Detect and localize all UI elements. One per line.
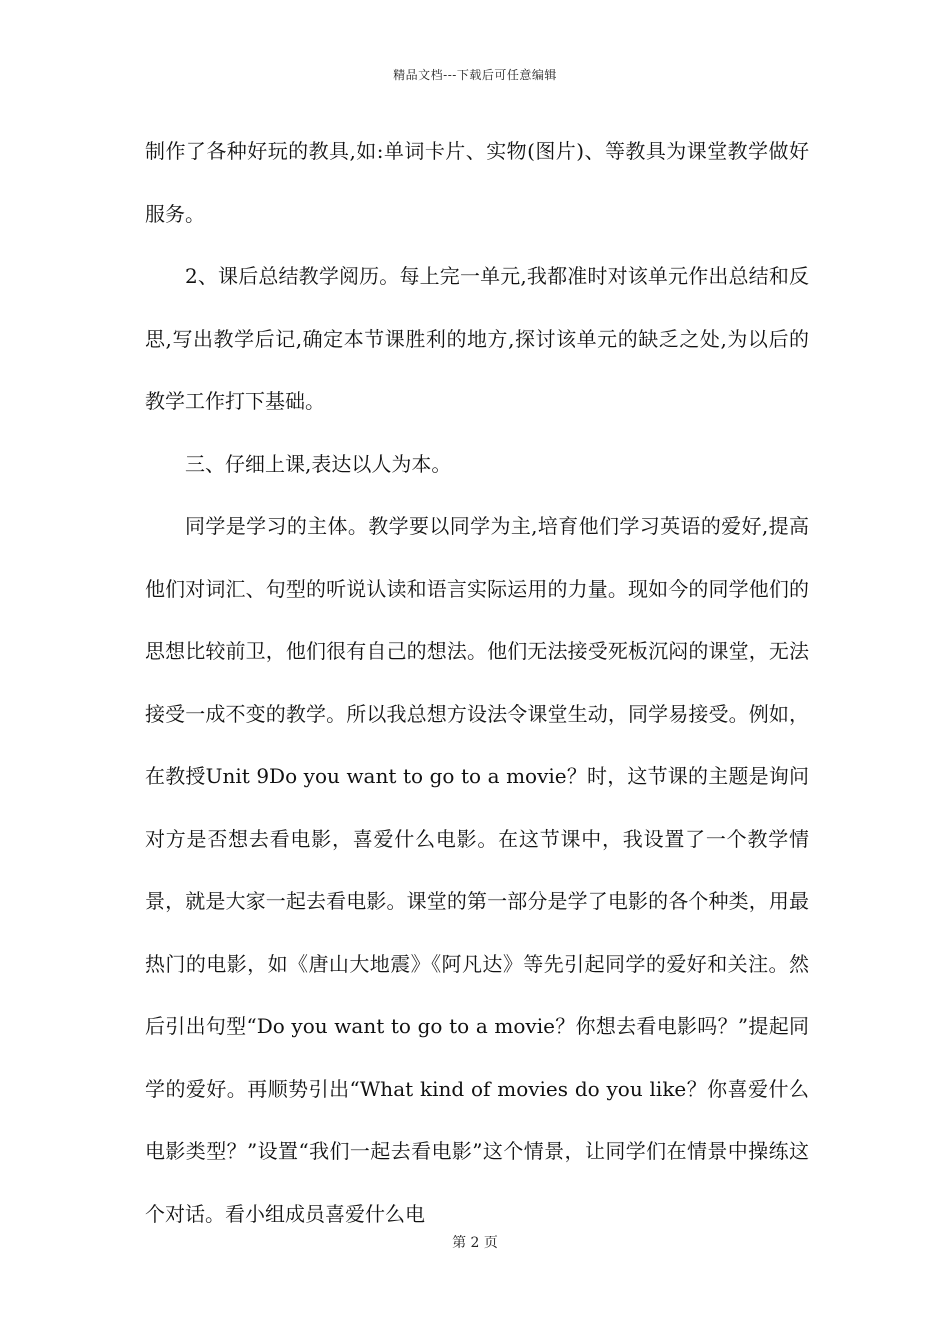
- section-heading: 三、仔细上课,表达以人为本。: [185, 451, 452, 476]
- page-number: 第 2 页: [452, 1235, 498, 1251]
- paragraph-summary: 2、课后总结教学阅历。每上完一单元,我都准时对该单元作出总结和反思,写出教学后记,确定本节课胜利的地方,探讨该单元的缺乏之处,为以后的教学工作打下基础。: [145, 264, 809, 413]
- page-header: 精品文档---下载后可任意编辑: [393, 68, 557, 82]
- paragraph-main: 同学是学习的主体。教学要以同学为主,培育他们学习英语的爱好,提高他们对词汇、句型的听说认读和语言实际运用的力量。现如今的同学他们的思想比较前卫，他们很有自己的想法。他们无法接受死板沉闷的课堂，无法接受一成不变的教学。所以我总想方设法令课堂生动，同学易接受。例如，在教授Unit 9Do you want to go to a movie？时，这节课的主题是询问对方是否想去看电影，喜爱什么电影。在这节课中，我设置了一个教学情景，就是大家一起去看电影。课堂的第一部分是学了电影的各个种类，用最热门的电影，如《唐山大地震》《阿凡达》等先引起同学的爱好和关注。然后引出句型“Do you want to go to a movie？你想去看电影吗？”提起同学的爱好。再顺势引出“What kind of movies do you like？你喜爱什么电影类型？”设置“我们一起去看电影”这个情景，让同学们在情景中操练这个对话。看小组成员喜爱什么电: [145, 514, 809, 1226]
- body-text: [145, 120, 809, 1245]
- paragraph-continuation: 制作了各种好玩的教具,如:单词卡片、实物(图片)、等教具为课堂教学做好服务。: [145, 139, 809, 226]
